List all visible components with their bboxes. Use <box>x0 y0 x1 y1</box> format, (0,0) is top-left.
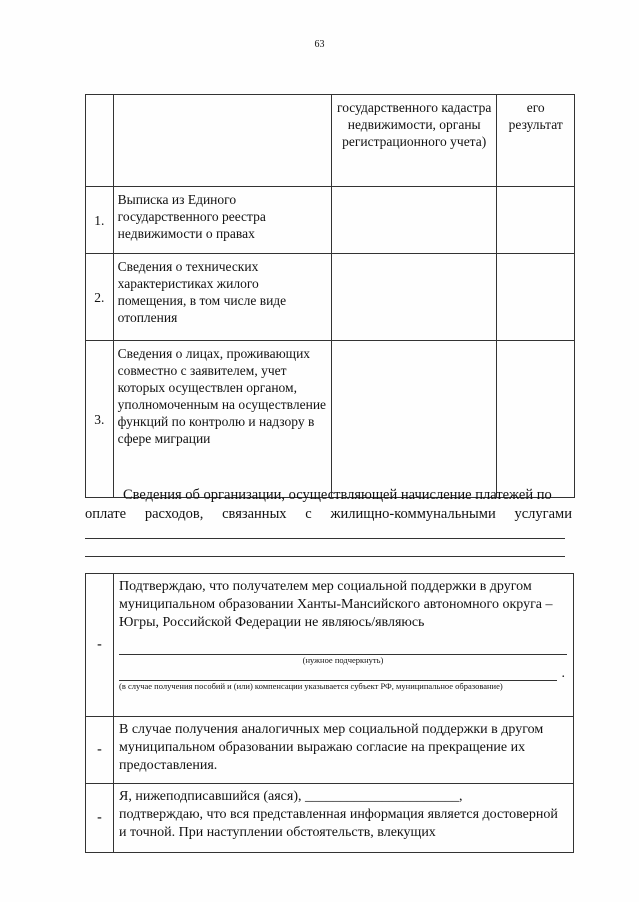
declaration-text: Подтверждаю, что получателем мер социальной поддержки в другом муниципальном образовании Ханты-Мансийского автономного округа – Югры, Российской Федерации не являюсь/являюсь <box>119 579 553 630</box>
org-word: услугами <box>514 506 572 522</box>
declaration-row <box>86 717 574 784</box>
declaration-text: В случае получения аналогичных мер социальной поддержки в другом муниципальном образовании выражаю согласие на прекращение их предоставления. <box>119 722 544 773</box>
header-result-cell: его результат <box>497 95 575 187</box>
documents-table <box>85 94 575 498</box>
declaration-text: подтверждаю, что вся представленная информация является достоверной и точной. При наступлении обстоятельств, влекущих <box>119 807 558 840</box>
declaration-cell <box>114 784 574 853</box>
org-word: связанных <box>222 506 287 522</box>
row-number: 3. <box>86 341 114 498</box>
result-cell <box>497 254 575 341</box>
header-doc-cell <box>113 95 331 187</box>
row-dash: - <box>86 784 114 853</box>
organization-line-2 <box>85 505 572 524</box>
fill-in-line[interactable] <box>85 556 565 557</box>
row-dash: - <box>86 717 114 784</box>
table-row <box>86 254 575 341</box>
source-cell <box>331 187 497 254</box>
source-cell <box>331 341 497 498</box>
declaration-text-line-1: Я, нижеподписавшийся (аяся), ______________________, <box>119 789 463 804</box>
row-number: 1. <box>86 187 114 254</box>
source-cell <box>331 254 497 341</box>
header-source-cell: государственного кадастра недвижимости, органы регистрационного учета) <box>331 95 497 187</box>
fill-in-line[interactable] <box>119 666 565 681</box>
declaration-cell <box>114 574 574 717</box>
document-name: Выписка из Единого государственного реестра недвижимости о правах <box>113 187 331 254</box>
table-row <box>86 341 575 498</box>
table-header-row <box>86 95 575 187</box>
line-end-dot: . <box>561 666 565 681</box>
document-name: Сведения о лицах, проживающих совместно с заявителем, учет которых осуществлен органом, уполномоченным на осуществление функций по контролю и надзору в сфере миграции <box>113 341 331 498</box>
result-cell <box>497 187 575 254</box>
org-word: жилищно-коммунальными <box>330 506 496 522</box>
page-number: 63 <box>314 39 325 50</box>
row-dash: - <box>86 574 114 717</box>
organization-line-1: Сведения об организации, осуществляющей начисление платежей по <box>123 487 552 503</box>
org-word: расходов, <box>144 506 204 522</box>
table-row <box>86 187 575 254</box>
result-cell <box>497 341 575 498</box>
hint-text: (в случае получения пособий и (или) компенсации указывается субъект РФ, муниципальное образование) <box>119 681 503 691</box>
header-num-cell <box>86 95 114 187</box>
document-name: Сведения о технических характеристиках жилого помещения, в том числе виде отопления <box>113 254 331 341</box>
row-number: 2. <box>86 254 114 341</box>
fill-in-line[interactable] <box>119 636 567 655</box>
fill-in-line[interactable] <box>85 538 565 539</box>
declaration-row <box>86 574 574 717</box>
hint-text: (нужное подчеркнуть) <box>302 655 384 665</box>
org-word: с <box>305 506 312 522</box>
org-word: оплате <box>85 506 127 522</box>
declaration-row <box>86 784 574 853</box>
declarations-table <box>85 573 574 853</box>
declaration-cell <box>114 717 574 784</box>
organization-paragraph <box>85 486 572 524</box>
